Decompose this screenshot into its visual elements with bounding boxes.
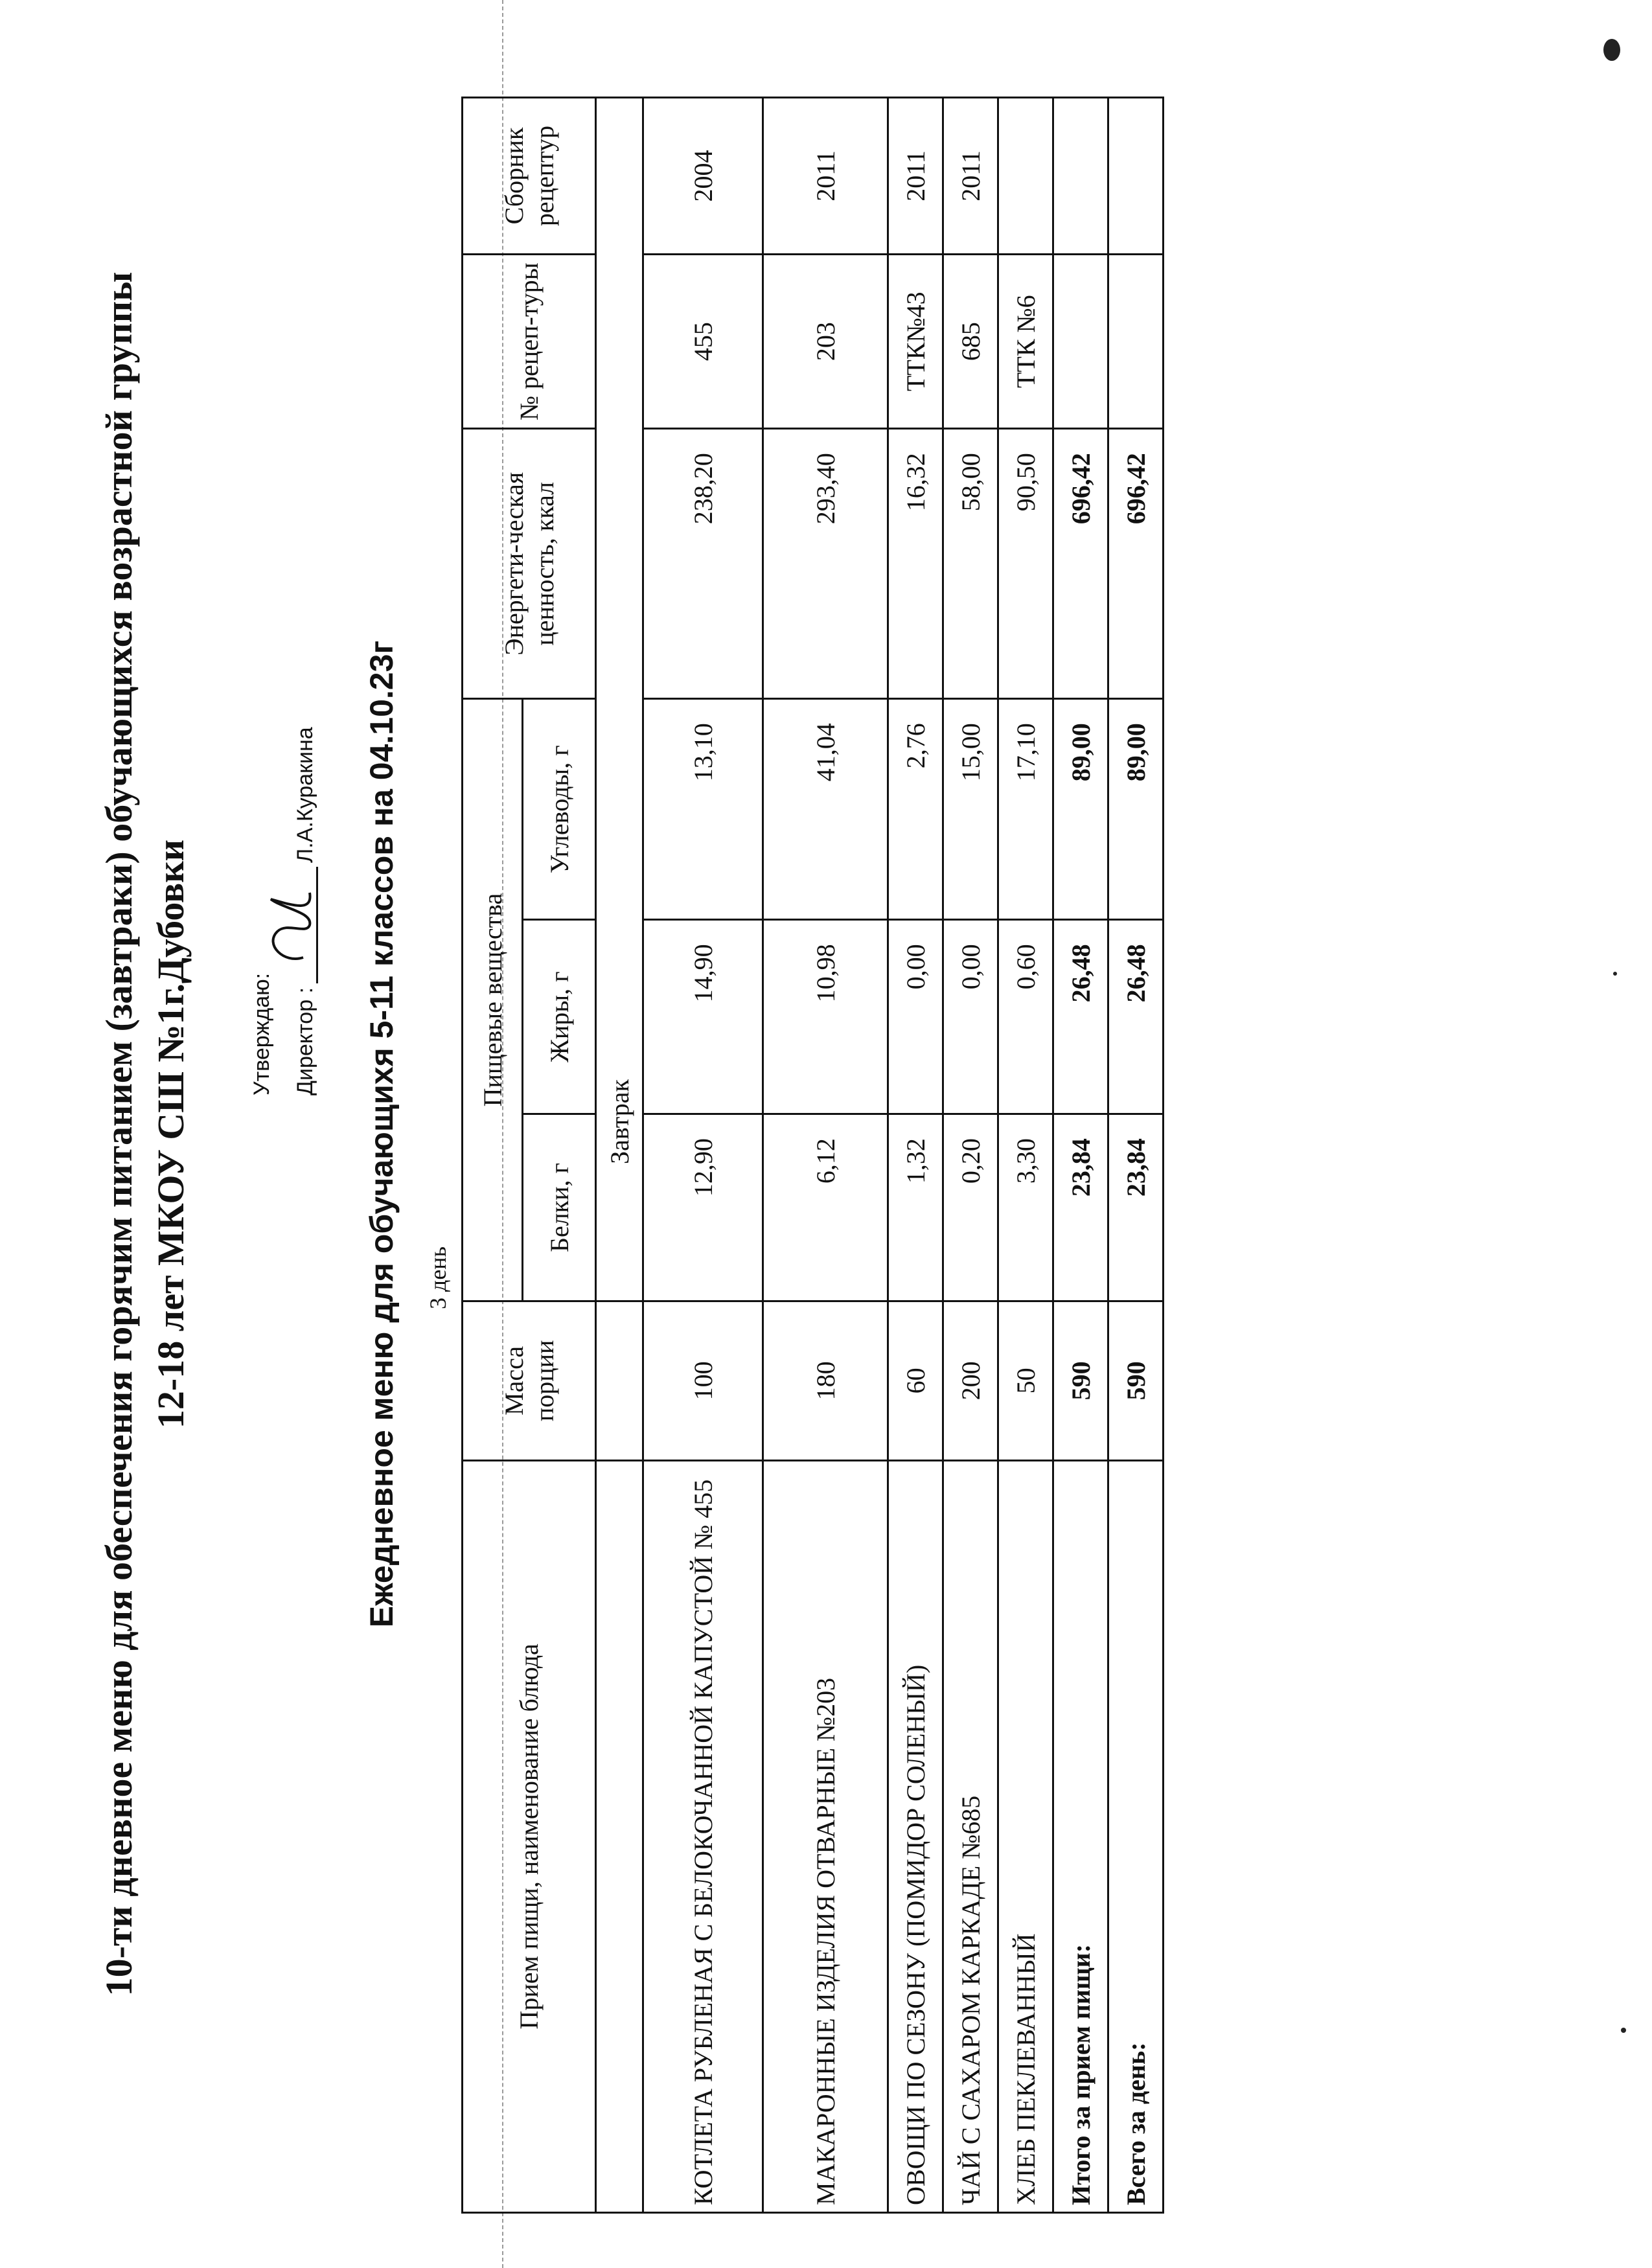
cell-collection: 2011 — [943, 98, 998, 255]
signature-image — [258, 873, 319, 970]
cell-mass: 100 — [643, 1301, 763, 1460]
table-row — [763, 98, 888, 2213]
subtotal-row — [1053, 98, 1108, 2213]
document-title-line1: 10-ти дневное меню для обеспечения горячим питанием (завтраки) обучающихся возрастной группы — [98, 271, 140, 1997]
subtotal-fat: 26,48 — [1053, 920, 1108, 1114]
cell-recipe: 455 — [643, 255, 763, 429]
cell-carbs: 15,00 — [943, 699, 998, 920]
total-empty-cell — [1108, 98, 1164, 255]
table-row — [998, 98, 1053, 2213]
total-carbs: 89,00 — [1108, 699, 1164, 920]
total-mass: 590 — [1108, 1301, 1164, 1460]
total-energy: 696,42 — [1108, 429, 1164, 699]
header-meal: Прием пищи, наименование блюда — [463, 1460, 596, 2212]
cell-collection: 2011 — [763, 98, 888, 255]
section-empty-cell — [596, 1301, 643, 1460]
total-protein: 23,84 — [1108, 1114, 1164, 1301]
cell-carbs: 41,04 — [763, 699, 888, 920]
cell-fat: 0,60 — [998, 920, 1053, 1114]
cell-protein: 3,30 — [998, 1114, 1053, 1301]
director-label: Директор : — [293, 987, 317, 1095]
cell-energy: 293,40 — [763, 429, 888, 699]
subtotal-protein: 23,84 — [1053, 1114, 1108, 1301]
header-nutrients: Пищевые вещества — [463, 699, 523, 1301]
table-row — [888, 98, 943, 2213]
cell-fat: 10,98 — [763, 920, 888, 1114]
cell-name: МАКАРОННЫЕ ИЗДЕЛИЯ ОТВАРНЫЕ №203 — [763, 1460, 888, 2212]
cell-collection: 2011 — [888, 98, 943, 255]
cell-name: ОВОЩИ ПО СЕЗОНУ (ПОМИДОР СОЛЕНЫЙ) — [888, 1460, 943, 2212]
header-energy: Энергети-ческая ценность, ккал — [463, 429, 596, 699]
approval-block — [249, 512, 318, 1095]
table-row — [643, 98, 763, 2213]
cell-energy: 58,00 — [943, 429, 998, 699]
subtotal-empty-cell — [1053, 255, 1108, 429]
table-header-row — [463, 98, 523, 2213]
cell-fat: 0,00 — [888, 920, 943, 1114]
subtotal-carbs: 89,00 — [1053, 699, 1108, 920]
cell-carbs: 17,10 — [998, 699, 1053, 920]
cell-recipe: 685 — [943, 255, 998, 429]
header-collection: Сборник рецептур — [463, 98, 596, 255]
cell-energy: 16,32 — [888, 429, 943, 699]
header-fat: Жиры, г — [523, 920, 596, 1114]
cell-recipe: 203 — [763, 255, 888, 429]
cell-energy: 90,50 — [998, 429, 1053, 699]
cell-recipe: ТТК№43 — [888, 255, 943, 429]
cell-protein: 0,20 — [943, 1114, 998, 1301]
cell-fat: 14,90 — [643, 920, 763, 1114]
signature-line — [290, 867, 318, 983]
total-empty-cell — [1108, 255, 1164, 429]
header-mass: Масса порции — [463, 1301, 596, 1460]
day-label: 3 день — [425, 1246, 451, 1309]
section-row — [596, 98, 643, 2213]
section-empty-cell — [596, 1460, 643, 2212]
cell-carbs: 2,76 — [888, 699, 943, 920]
cell-mass: 200 — [943, 1301, 998, 1460]
subtotal-energy: 696,42 — [1053, 429, 1108, 699]
cell-protein: 6,12 — [763, 1114, 888, 1301]
cell-collection — [998, 98, 1053, 255]
cell-mass: 60 — [888, 1301, 943, 1460]
subtotal-label: Итого за прием пищи: — [1053, 1460, 1108, 2212]
section-label: Завтрак — [596, 98, 643, 1301]
document-title-line2: 12-18 лет МКОУ СШ №1г.Дубовки — [150, 839, 192, 1429]
cell-recipe: ТТК №6 — [998, 255, 1053, 429]
header-recipe-no: № рецеп-туры — [463, 255, 596, 429]
menu-table — [461, 97, 1164, 2214]
cell-name: КОТЛЕТА РУБЛЕНАЯ С БЕЛОКОЧАННОЙ КАПУСТОЙ № 455 — [643, 1460, 763, 2212]
total-fat: 26,48 — [1108, 920, 1164, 1114]
subtotal-empty-cell — [1053, 98, 1108, 255]
table-row — [943, 98, 998, 2213]
cell-energy: 238,20 — [643, 429, 763, 699]
cell-name: ХЛЕБ ПЕКЛЕВАННЫЙ — [998, 1460, 1053, 2212]
subtotal-mass: 590 — [1053, 1301, 1108, 1460]
header-carbs: Углеводы, г — [523, 699, 596, 920]
header-protein: Белки, г — [523, 1114, 596, 1301]
cell-name: ЧАЙ С САХАРОМ КАРКАДЕ №685 — [943, 1460, 998, 2212]
cell-fat: 0,00 — [943, 920, 998, 1114]
approve-label: Утверждаю: — [249, 972, 274, 1095]
cell-mass: 180 — [763, 1301, 888, 1460]
total-label: Всего за день: — [1108, 1460, 1164, 2212]
cell-protein: 12,90 — [643, 1114, 763, 1301]
cell-collection: 2004 — [643, 98, 763, 255]
cell-mass: 50 — [998, 1301, 1053, 1460]
cell-carbs: 13,10 — [643, 699, 763, 920]
director-name: Л.А.Куракина — [293, 727, 317, 863]
total-row — [1108, 98, 1164, 2213]
cell-protein: 1,32 — [888, 1114, 943, 1301]
menu-title: Ежедневное меню для обучающихя 5-11 классов на 04.10.23г — [363, 640, 400, 1628]
